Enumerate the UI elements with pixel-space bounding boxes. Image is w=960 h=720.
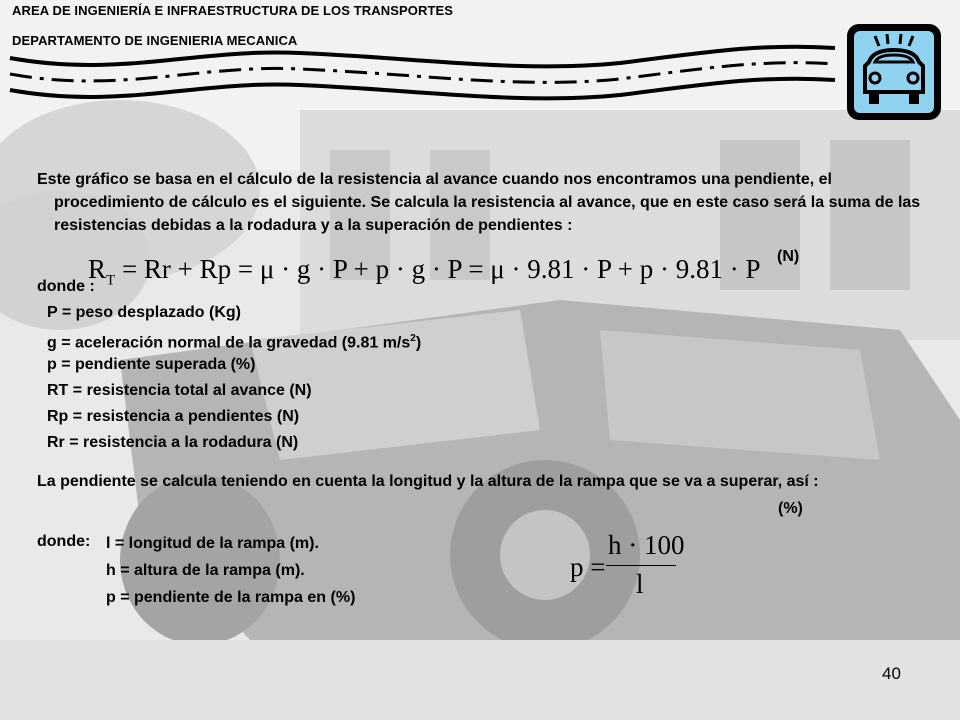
unit-percent: (%) — [778, 500, 803, 517]
car-icon — [845, 22, 943, 122]
definitions-list — [47, 300, 421, 456]
road-decoration — [0, 38, 840, 118]
unit-newton: (N) — [777, 248, 800, 265]
definition-item: P = peso desplazado (Kg) — [47, 304, 241, 321]
intro-paragraph: Este gráfico se basa en el cálculo de la resistencia al avance cuando nos encontramos una pendiente, el procedimiento de cálculo es el siguiente. Se calcula la resistencia al avance, que en este caso será la suma de las resistencias debidas a la rodadura y a la superación de pendientes : — [37, 171, 921, 234]
definition-item: l = longitud de la rampa (m). — [106, 535, 319, 552]
header-department-title: DEPARTAMENTO DE INGENIERIA MECANICA — [12, 33, 298, 48]
definition-item: p = pendiente superada (%) — [47, 356, 256, 373]
definition-item: Rr = resistencia a la rodadura (N) — [47, 434, 299, 451]
fraction-bar — [606, 565, 676, 566]
definition-item: Rp = resistencia a pendientes (N) — [47, 408, 300, 425]
slope-definitions-list — [106, 530, 355, 611]
slope-formula-numerator: h · 100 — [608, 530, 685, 560]
page-number: 40 — [882, 664, 901, 683]
donde-label-2: donde: — [37, 533, 91, 550]
superscript: 2 — [410, 333, 416, 344]
definition-item: RT = resistencia total al avance (N) — [47, 382, 312, 399]
definition-item: h = altura de la rampa (m). — [106, 562, 305, 579]
formula-rhs: = Rr + Rp = μ · g · P + p · g · P = μ · 9.81 · P + p · 9.81 · P — [121, 254, 761, 284]
slope-formula-denominator: l — [636, 569, 644, 599]
definition-item-gravity: g = aceleración normal de la gravedad (9.81 $m/s^2$) — [47, 333, 422, 352]
donde-label: donde : — [37, 278, 95, 295]
resistance-formula — [88, 254, 761, 289]
formula-lhs: R — [88, 254, 107, 284]
formula-lhs-subscript: T — [106, 272, 116, 289]
header-area-title: AREA DE INGENIERÍA E INFRAESTRUCTURA DE LOS TRANSPORTES — [12, 3, 454, 18]
slope-formula-lhs: p = — [570, 552, 606, 582]
slope-paragraph: La pendiente se calcula teniendo en cuenta la longitud y la altura de la rampa que se va a superar, así : — [37, 473, 819, 490]
slope-formula — [570, 530, 690, 600]
definition-item: p = pendiente de la rampa en (%) — [106, 589, 356, 606]
